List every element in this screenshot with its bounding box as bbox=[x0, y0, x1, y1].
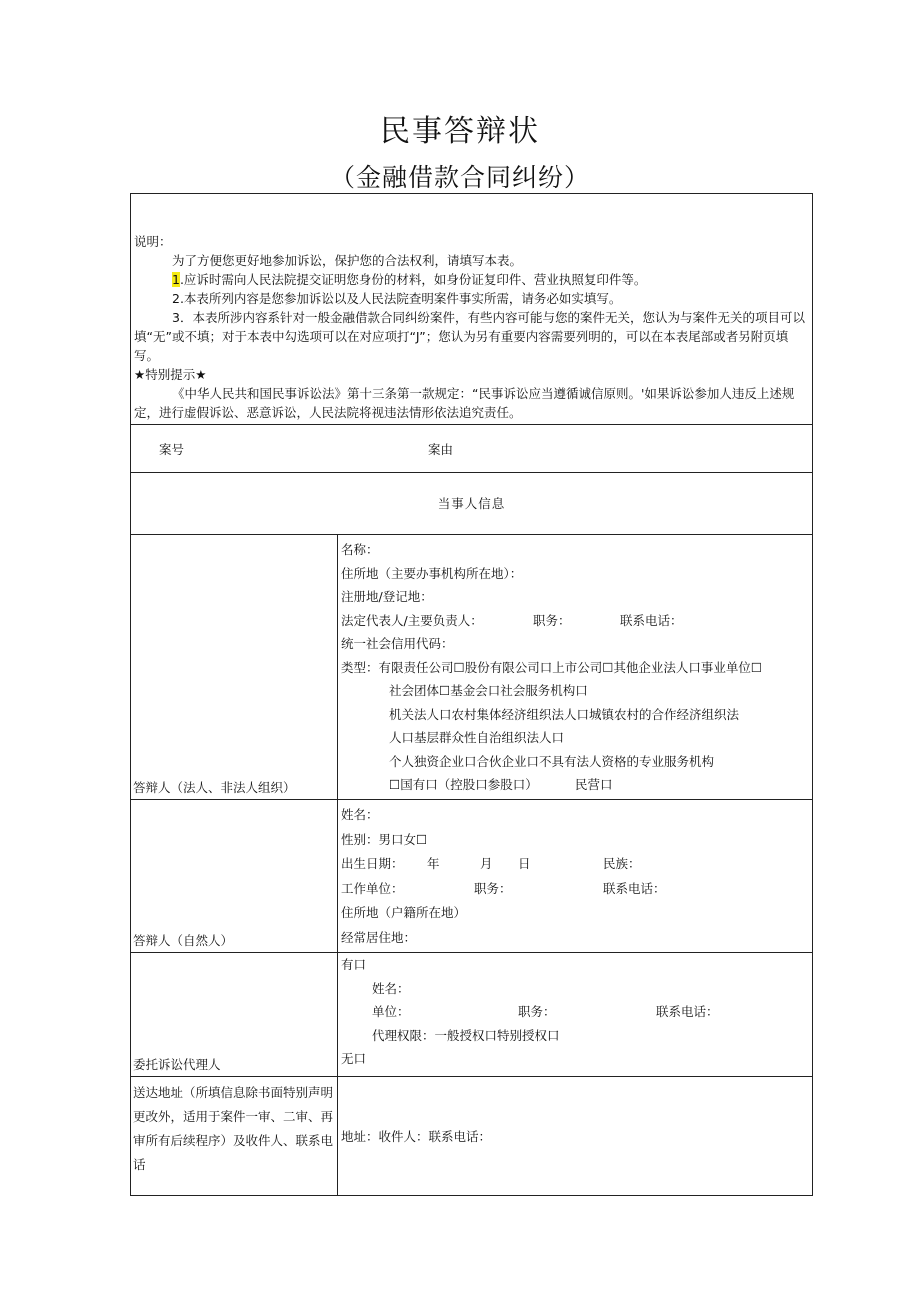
person-gender-field[interactable]: 性别：男口女☐ bbox=[341, 831, 428, 847]
agent-name-field[interactable]: 姓名： bbox=[372, 980, 410, 996]
agent-label: 委托诉讼代理人 bbox=[131, 953, 338, 1077]
birth-day-label: 日 bbox=[518, 856, 531, 871]
service-row bbox=[131, 1077, 813, 1196]
notes-item-1: 1.应诉时需向人民法院提交证明您身份的材料，如身份证复印件、营业执照复印件等。 bbox=[172, 272, 647, 287]
agent-has-option[interactable]: 有口 bbox=[341, 957, 367, 972]
org-respondent-fields bbox=[338, 535, 813, 800]
domicile-field[interactable]: 住所地（户籍所在地） bbox=[341, 905, 467, 920]
person-birth-line bbox=[341, 852, 812, 877]
notes-item-2: 2.本表所列内容是您参加诉讼以及人民法院查明案件事实所需，请务必如实填写。 bbox=[172, 291, 622, 306]
birth-date-label: 出生日期： bbox=[341, 856, 404, 871]
org-type-options-2[interactable]: 社会团体☐基金会口社会服务机构口 bbox=[389, 683, 588, 698]
answer-form-table bbox=[130, 193, 813, 1196]
agent-none-option[interactable]: 无口 bbox=[341, 1051, 367, 1066]
org-respondent-row bbox=[131, 535, 813, 800]
org-type-label: 类型： bbox=[341, 659, 379, 675]
org-type-options-7[interactable]: 民营口 bbox=[575, 777, 613, 792]
case-cause-label: 案由 bbox=[428, 442, 454, 457]
org-position-field[interactable]: 职务： bbox=[533, 612, 571, 628]
ethnicity-field[interactable]: 民族： bbox=[603, 856, 641, 871]
org-type-ownership-line bbox=[341, 773, 812, 797]
agent-phone-field[interactable]: 联系电话： bbox=[656, 1004, 719, 1019]
employer-field[interactable]: 工作单位： bbox=[341, 880, 404, 896]
org-type-options-3[interactable]: 机关法人口农村集体经济组织法人口城镇农村的合作经济组织法 bbox=[389, 706, 740, 722]
legal-rep-field[interactable]: 法定代表人/主要负责人： bbox=[341, 612, 483, 628]
person-phone-field[interactable]: 联系电话： bbox=[603, 880, 666, 896]
notes-cell bbox=[131, 194, 813, 425]
org-phone-field[interactable]: 联系电话： bbox=[620, 612, 683, 628]
notes-item-3: 3．本表所涉内容系针对一般金融借款合同纠纷案件，有些内容可能与您的案件无关，您认为与案件无关的项目可以填“无”或不填；对于本表中勾选项可以在对应项打“J”；您认为另有重要内容需要列明的，可以在本表尾部或者另附页填写。 bbox=[134, 310, 805, 363]
notes-heading: 说明： bbox=[134, 234, 172, 249]
special-notice-text: 《中华人民共和国民事诉讼法》第十三条第一款规定：“民事诉讼应当遵循诚信原则。'如果诉讼参加人违反上述规定，进行虚假诉讼、恶意诉讼，人民法院将视违法情形依法追究责任。 bbox=[134, 386, 795, 420]
agent-fields bbox=[338, 953, 813, 1077]
case-number-label: 案号 bbox=[159, 442, 185, 457]
person-position-field[interactable]: 职务： bbox=[474, 880, 512, 896]
org-type-options-5[interactable]: 个人独资企业口合伙企业口不具有法人资格的专业服务机构 bbox=[389, 753, 715, 769]
document-title: 民事答辩状 bbox=[380, 114, 540, 149]
party-heading-row bbox=[131, 473, 813, 535]
org-address-field[interactable]: 住所地（主要办事机构所在地）： bbox=[341, 565, 523, 581]
document-subtitle: （金融借款合同纠纷） bbox=[329, 163, 590, 192]
highlight-mark: 1 bbox=[172, 272, 180, 287]
service-address-label: 送达地址（所填信息除书面特别声明更改外，适用于案件一审、二审、再审所有后续程序）及收件人、联系电话 bbox=[131, 1077, 338, 1196]
person-respondent-row bbox=[131, 800, 813, 953]
org-name-field[interactable]: 名称： bbox=[341, 542, 379, 557]
org-respondent-label: 答辩人（法人、非法人组织） bbox=[131, 535, 338, 800]
notes-row bbox=[131, 194, 813, 425]
party-info-heading: 当事人信息 bbox=[131, 473, 813, 535]
org-type-options-4[interactable]: 人口基层群众性自治组织法人口 bbox=[389, 730, 565, 745]
person-respondent-fields bbox=[338, 800, 813, 953]
credit-code-field[interactable]: 统一社会信用代码： bbox=[341, 636, 454, 651]
birth-year-label: 年 bbox=[427, 856, 440, 871]
org-type-options-1[interactable]: 有限责任公司☐股份有限公司口上市公司☐其他企业法人口事业单位☐ bbox=[378, 659, 763, 675]
agent-position-field[interactable]: 职务： bbox=[518, 1004, 556, 1019]
agent-authority-options[interactable]: 代理权限：一般授权口特别授权口 bbox=[372, 1027, 560, 1043]
person-name-field[interactable]: 姓名： bbox=[341, 807, 379, 822]
birth-month-label: 月 bbox=[480, 856, 493, 871]
person-respondent-label: 答辩人（自然人） bbox=[131, 800, 338, 953]
org-type-options-6[interactable]: ☐国有口（控股口参股口） bbox=[389, 777, 538, 792]
agent-unit-line bbox=[341, 1000, 812, 1024]
service-address-field[interactable]: 地址：收件人：联系电话： bbox=[338, 1077, 813, 1196]
person-employer-line bbox=[341, 877, 812, 902]
org-legal-rep-line bbox=[341, 609, 812, 633]
notes-intro: 为了方便您更好地参加诉讼，保护您的合法权利，请填写本表。 bbox=[172, 253, 523, 268]
agent-unit-field[interactable]: 单位： bbox=[372, 1004, 410, 1019]
case-row bbox=[131, 425, 813, 473]
residence-field[interactable]: 经常居住地： bbox=[341, 929, 417, 945]
agent-row bbox=[131, 953, 813, 1077]
case-cell bbox=[131, 425, 813, 473]
org-type-line-1 bbox=[341, 656, 812, 680]
special-notice-title: ★特别提示★ bbox=[134, 367, 207, 382]
org-registration-field[interactable]: 注册地/登记地： bbox=[341, 589, 433, 604]
